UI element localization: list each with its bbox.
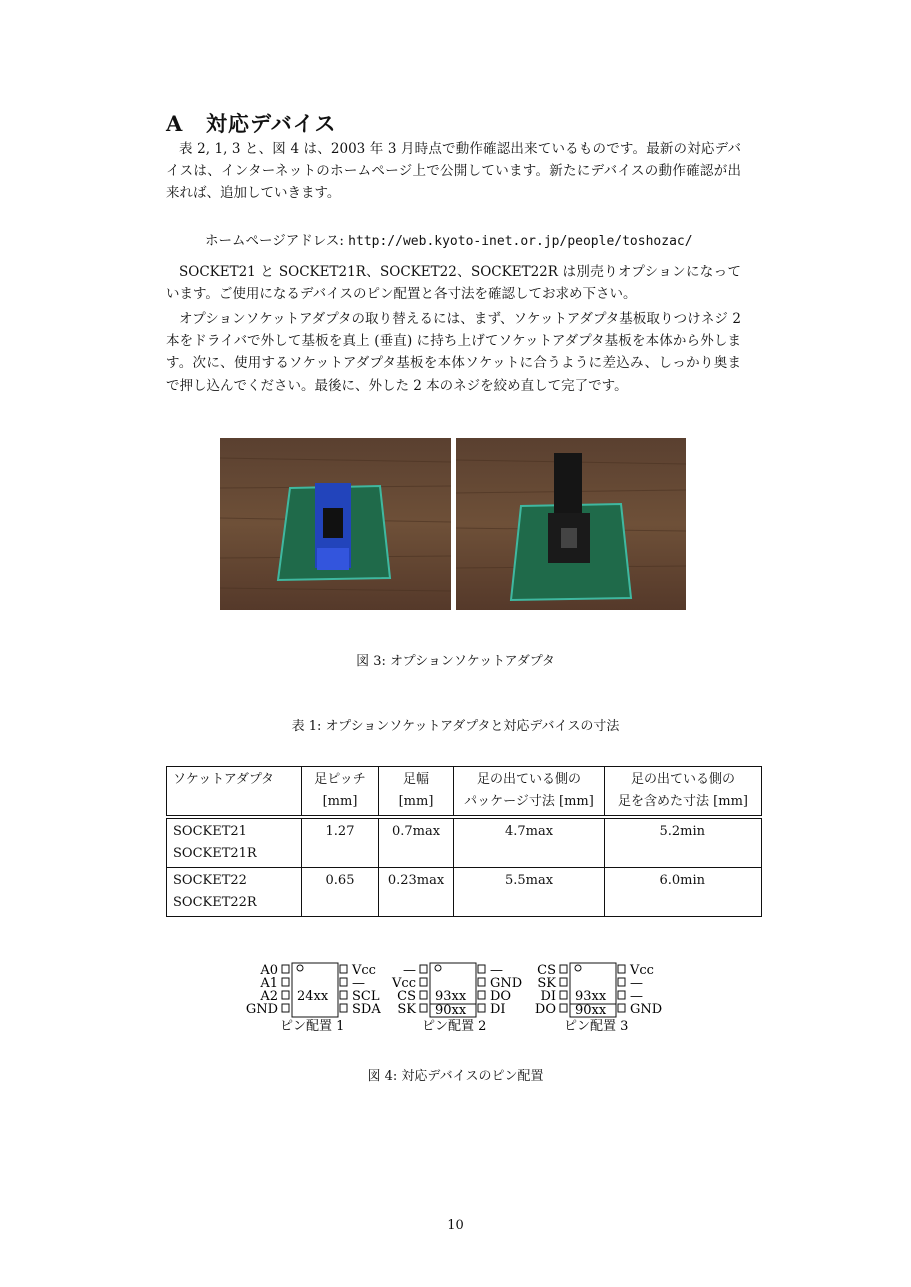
homepage-url: http://web.kyoto-inet.or.jp/people/toshozac/ bbox=[348, 234, 693, 249]
header-package-size: 足の出ている側の パッケージ寸法 [mm] bbox=[454, 767, 605, 816]
pitch-cell: 1.27 bbox=[302, 819, 379, 868]
pin-diagram bbox=[230, 960, 680, 1035]
chip2-right-pin: — bbox=[490, 963, 503, 978]
total-size-cell: 5.2min bbox=[605, 819, 762, 868]
chip3-right-pin: GND bbox=[630, 1002, 663, 1017]
pitch-cell: 0.65 bbox=[302, 868, 379, 917]
chip3-right-pin: — bbox=[630, 989, 643, 1004]
table-row bbox=[167, 819, 762, 868]
options-paragraph: SOCKET21 と SOCKET21R、SOCKET22、SOCKET22R は別売りオプションになっています。ご使用になるデバイスのピン配置と各寸法を確認してお求め下さい。 bbox=[166, 264, 741, 303]
chip-1 bbox=[246, 963, 382, 1034]
package-size-cell: 5.5max bbox=[454, 868, 605, 917]
table-row bbox=[167, 868, 762, 917]
header-pitch: 足ピッチ [mm] bbox=[302, 767, 379, 816]
chip3-left-pin: DI bbox=[540, 989, 556, 1004]
package-size-cell: 4.7max bbox=[454, 819, 605, 868]
section-title: 対応デバイス bbox=[206, 111, 337, 136]
chip1-right-pin: SCL bbox=[352, 989, 380, 1004]
chip3-right-pin: Vcc bbox=[630, 963, 654, 978]
dimensions-table bbox=[166, 766, 762, 917]
chip2-caption: ピン配置 2 bbox=[422, 1019, 487, 1034]
width-cell: 0.7max bbox=[379, 819, 454, 868]
chip2-right-pin: GND bbox=[490, 976, 523, 991]
chip1-left-pin: A2 bbox=[260, 989, 278, 1004]
table-header-row bbox=[167, 767, 762, 816]
socket-photo-2 bbox=[456, 438, 686, 610]
chip2-left-pin: — bbox=[403, 963, 416, 978]
header-socket: ソケットアダプタ bbox=[167, 767, 302, 816]
chip1-left-pin: GND bbox=[245, 1002, 278, 1017]
intro-paragraph: 表 2, 1, 3 と、図 4 は、2003 年 3 月時点で動作確認出来ているものです。最新の対応デバイスは、インターネットのホームページ上で公開しています。新たにデバイスの動作確認が出来れば、追加していきます。 bbox=[166, 141, 741, 202]
header-width: 足幅 [mm] bbox=[379, 767, 454, 816]
chip-3 bbox=[535, 963, 662, 1034]
homepage-address bbox=[205, 229, 693, 249]
table-1-caption: 表 1: オプションソケットアダプタと対応デバイスの寸法 bbox=[291, 719, 620, 734]
chip3-right-pin: — bbox=[630, 976, 643, 991]
url-label: ホームページアドレス: bbox=[205, 233, 349, 249]
page-number: 10 bbox=[447, 1218, 464, 1233]
chip-2 bbox=[391, 963, 522, 1034]
width-cell: 0.23max bbox=[379, 868, 454, 917]
replacement-paragraph: オプションソケットアダプタの取り替えるには、まず、ソケットアダプタ基板取りつけネジ 2 本をドライバで外して基板を真上 (垂直) に持ち上げてソケットアダプタ基板を本体から外します。次に、使用するソケットアダプタ基板を本体ソケットに合うように差込み、しっかり奥まで押し込んでください。最後に、外した 2 本のネジを絞め直して完了です。 bbox=[166, 311, 741, 394]
chip2-label: 93xx bbox=[435, 989, 467, 1004]
chip3-left-pin: SK bbox=[537, 976, 556, 991]
chip1-right-pin: Vcc bbox=[352, 963, 376, 978]
chip1-right-pin: SDA bbox=[352, 1002, 381, 1017]
chip3-caption: ピン配置 3 bbox=[564, 1019, 629, 1034]
figure-3-caption: 図 3: オプションソケットアダプタ bbox=[356, 654, 555, 669]
socket-photo-1 bbox=[220, 438, 451, 610]
total-size-cell: 6.0min bbox=[605, 868, 762, 917]
header-total-size: 足の出ている側の 足を含めた寸法 [mm] bbox=[605, 767, 762, 816]
chip3-label: 93xx bbox=[575, 989, 607, 1004]
chip2-left-pin: SK bbox=[397, 1002, 416, 1017]
chip2-right-pin: DO bbox=[490, 989, 512, 1004]
chip2-label: 90xx bbox=[435, 1003, 467, 1018]
chip2-left-pin: CS bbox=[397, 989, 416, 1004]
chip1-left-pin: A0 bbox=[260, 963, 278, 978]
chip3-label: 90xx bbox=[575, 1003, 607, 1018]
chip2-left-pin: Vcc bbox=[392, 976, 416, 991]
chip2-right-pin: DI bbox=[490, 1002, 506, 1017]
chip1-left-pin: A1 bbox=[260, 976, 278, 991]
chip1-caption: ピン配置 1 bbox=[280, 1019, 345, 1034]
socket-name-cell: SOCKET22 SOCKET22R bbox=[167, 868, 302, 917]
chip1-label: 24xx bbox=[297, 989, 329, 1004]
socket-name-cell: SOCKET21 SOCKET21R bbox=[167, 819, 302, 868]
chip3-left-pin: CS bbox=[537, 963, 556, 978]
section-letter: A bbox=[166, 111, 184, 136]
section-heading bbox=[166, 108, 337, 138]
chip1-right-pin: — bbox=[352, 976, 365, 991]
chip3-left-pin: DO bbox=[534, 1002, 556, 1017]
figure-4-caption: 図 4: 対応デバイスのピン配置 bbox=[367, 1069, 544, 1084]
